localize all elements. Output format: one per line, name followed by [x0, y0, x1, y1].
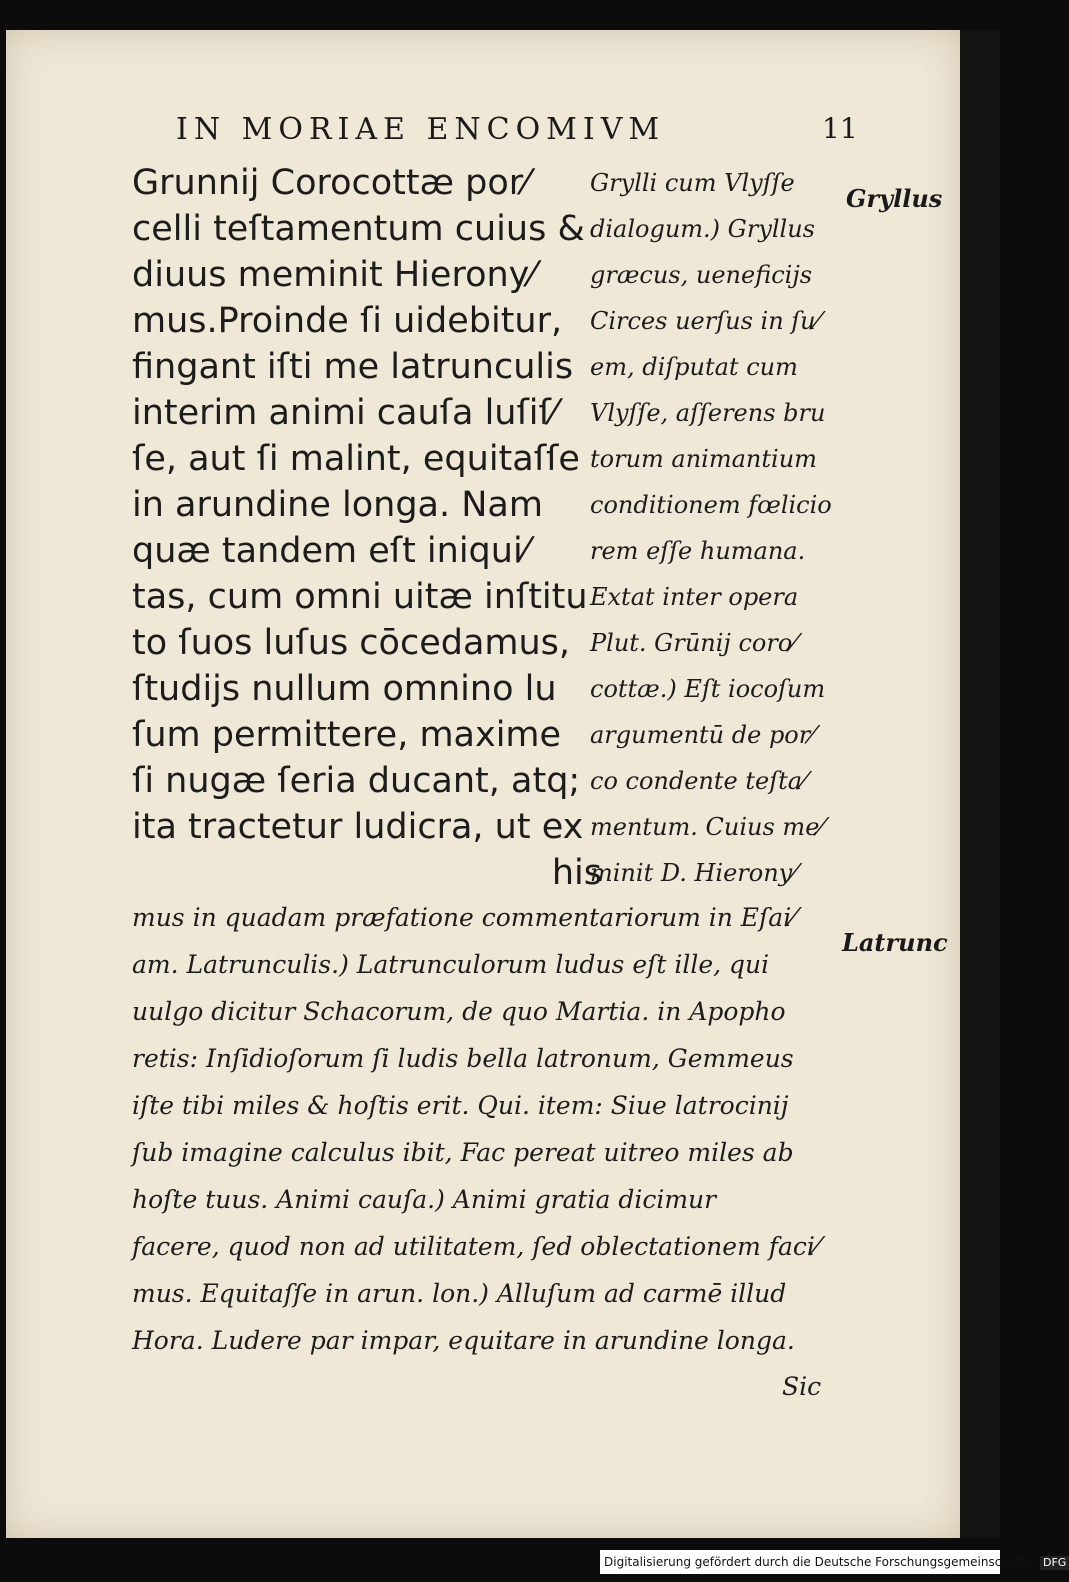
- main-text-line: interim animi cauſa luſiſ⁄: [132, 393, 557, 433]
- main-text-line: to ſuos luſus cōcedamus,: [132, 623, 571, 663]
- commentary-line: torum animantium: [590, 445, 817, 473]
- commentary-line: rem eſſe humana.: [590, 537, 806, 565]
- commentary-full-width: [132, 894, 848, 1364]
- commentary-line: Grylli cum Vlyſſe: [590, 169, 795, 197]
- commentary-line: ſub imagine calculus ibit, Fac pereat uitreo miles ab: [132, 1138, 794, 1167]
- commentary-line: retis: Inſidioſorum ſi ludis bella latronum, Gemmeus: [132, 1044, 794, 1073]
- right-margin-strip: [960, 30, 1000, 1538]
- commentary-line: græcus, ueneficijs: [590, 261, 813, 289]
- main-text-line: fingant iſti me latrunculis: [132, 347, 574, 387]
- commentary-line: dialogum.) Gryllus: [590, 215, 815, 243]
- main-text-line: mus.Proinde ſi uidebitur,: [132, 301, 563, 341]
- commentary-line: Hora. Ludere par impar, equitare in arundine longa.: [132, 1326, 795, 1355]
- digitization-footer: [600, 1550, 1067, 1574]
- commentary-line: argumentū de por⁄: [590, 721, 815, 749]
- main-text-column: [132, 160, 602, 896]
- catchword: Sic: [782, 1372, 822, 1401]
- commentary-line: hoſte tuus. Animi cauſa.) Animi gratia dicimur: [132, 1185, 717, 1214]
- main-text-line: quæ tandem eſt iniqui⁄: [132, 531, 529, 571]
- commentary-line: am. Latrunculis.) Latrunculorum ludus eſt ille, qui: [132, 950, 770, 979]
- running-head: [6, 112, 960, 152]
- commentary-column: [590, 160, 848, 896]
- commentary-line: facere, quod non ad utilitatem, ſed oblectationem faci⁄: [132, 1232, 820, 1261]
- main-text-line: ita tractetur ludicra, ut ex: [132, 807, 584, 847]
- book-page: [6, 30, 960, 1538]
- commentary-line: Extat inter opera: [590, 583, 799, 611]
- commentary-line: cottæ.) Eſt iocoſum: [590, 675, 826, 703]
- main-text-line: tas, cum omni uitæ inſtitu: [132, 577, 588, 617]
- main-text-line: Grunnij Corocottæ por⁄: [132, 163, 529, 203]
- commentary-line: mus in quadam præfatione commentariorum in Eſai⁄: [132, 903, 796, 932]
- footer-text: Digitalisierung gefördert durch die Deutsche Forschungsgemeinschaft -: [604, 1555, 1034, 1569]
- main-text-line: ſi nugæ ſeria ducant, atq;: [132, 761, 581, 801]
- main-text-line: in arundine longa. Nam: [132, 485, 543, 525]
- commentary-line: mus. Equitaſſe in arun. lon.) Alluſum ad carmē illud: [132, 1279, 787, 1308]
- commentary-line: minit D. Hierony⁄: [590, 859, 797, 887]
- dfg-logo: DFG: [1040, 1556, 1069, 1570]
- commentary-line: mentum. Cuius me⁄: [590, 813, 824, 841]
- margin-note-latrunculi: Latrunc: [842, 928, 948, 957]
- commentary-line: Vlyſſe, aſſerens bru: [590, 399, 826, 427]
- main-text-line: celli teſtamentum cuius &: [132, 209, 585, 249]
- main-text-line: his: [551, 853, 602, 893]
- main-text-line: ſtudijs nullum omnino lu: [132, 669, 557, 709]
- margin-note-gryllus: Gryllus: [846, 184, 943, 213]
- commentary-line: conditionem fœlicio: [590, 491, 832, 519]
- commentary-line: Plut. Grūnij coro⁄: [590, 629, 797, 657]
- commentary-line: em, diſputat cum: [590, 353, 798, 381]
- running-head-title: IN MORIAE ENCOMIVM: [176, 112, 666, 147]
- commentary-line: co condente teſta⁄: [590, 767, 807, 795]
- commentary-line: uulgo dicitur Schacorum, de quo Martia. in Apopho: [132, 997, 786, 1026]
- page-number: 11: [822, 112, 858, 145]
- main-text-line: ſe, aut ſi malint, equitaſſe: [132, 439, 580, 479]
- main-text-line: diuus meminit Hierony⁄: [132, 255, 536, 295]
- commentary-line: Circes uerſus in ſu⁄: [590, 307, 820, 335]
- main-text-line: ſum permittere, maxime: [132, 715, 562, 755]
- commentary-line: iſte tibi miles & hoſtis erit. Qui. item: Siue latrocinij: [132, 1091, 789, 1120]
